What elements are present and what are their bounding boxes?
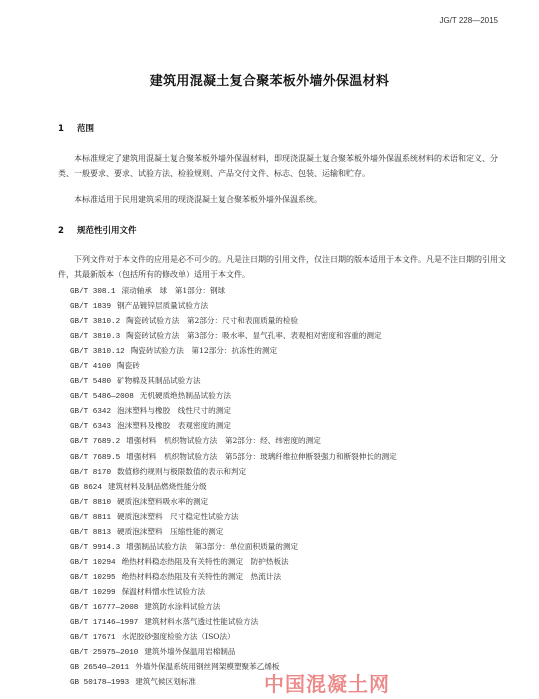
reference-item (70, 328, 510, 343)
reference-title: 绝热材料稳态热阻及有关特性的测定 热流计法 (121, 571, 282, 581)
reference-title: 硬质泡沫塑料 压缩性能的测定 (117, 526, 224, 536)
scope-paragraph-1: 本标准规定了建筑用混凝土复合聚苯板外墙外保温材料，即现浇混凝土复合聚苯板外墙外保温系统材料的术语和定义、分类、一般要求、要求、试验方法、检验规则、产品交付文件、标志、包装、运输和贮存。 (58, 154, 498, 178)
reference-title: 陶瓷砖 (117, 361, 140, 371)
reference-code: GB/T 5486—2008 (70, 393, 134, 402)
reference-title: 泡沫塑料及橡胶 表观密度的测定 (117, 421, 231, 431)
reference-title: 建筑材料水蒸气透过性能试验方法 (144, 617, 259, 627)
reference-title: 增强材料 机织物试验方法 第2部分：经、纬密度的测定 (126, 436, 321, 446)
reference-code: GB/T 6342 (70, 408, 112, 417)
reference-item (70, 403, 510, 418)
reference-item (70, 629, 510, 644)
document-title: 建筑用混凝土复合聚苯板外墙外保温材料 (149, 74, 390, 89)
reference-code: GB/T 10299 (70, 588, 116, 597)
section-2-title: 规范性引用文件 (76, 226, 137, 236)
reference-title: 钢产品镀锌层质量试验方法 (117, 301, 209, 311)
reference-title: 泡沫塑料与橡胶 线性尺寸的测定 (117, 406, 231, 416)
reference-code: GB/T 16777—2008 (70, 603, 139, 612)
reference-title: 硬质泡沫塑料吸水率的测定 (117, 496, 209, 506)
reference-title: 硬质泡沫塑料 尺寸稳定性试验方法 (117, 511, 239, 521)
reference-item (70, 283, 510, 298)
reference-item (70, 644, 510, 659)
reference-code: GB/T 3810.2 (70, 318, 121, 327)
reference-title: 建筑材料及制品燃烧性能分级 (107, 481, 207, 491)
reference-code: GB/T 8170 (70, 468, 112, 477)
reference-item (70, 433, 510, 448)
reference-code: GB/T 8813 (70, 528, 112, 537)
reference-title: 外墙外保温系统用钢丝网架模塑聚苯乙烯板 (135, 662, 280, 672)
reference-item (70, 298, 510, 313)
reference-title: 增强材料 机织物试验方法 第5部分：玻璃纤维拉伸断裂强力和断裂伸长的测定 (126, 451, 397, 461)
reference-item (70, 388, 510, 403)
reference-item (70, 524, 510, 539)
reference-code: GB/T 7689.5 (70, 453, 121, 462)
scope-paragraph-2: 本标准适用于民用建筑采用的现浇混凝土复合聚苯板外墙外保温系统。 (74, 195, 322, 204)
reference-code: GB/T 8811 (70, 513, 112, 522)
references-intro: 下列文件对于本文件的应用是必不可少的。凡是注日期的引用文件，仅注日期的版本适用于本文件。凡是不注日期的引用文件，其最新版本（包括所有的修改单）适用于本文件。 (58, 255, 506, 279)
reference-item (70, 313, 510, 328)
reference-title: 数值修约规则与极限数值的表示和判定 (117, 466, 247, 476)
reference-code: GB 50178—1993 (70, 679, 130, 688)
reference-code: GB/T 4100 (70, 363, 112, 372)
reference-code: GB/T 10295 (70, 573, 116, 582)
reference-code: GB/T 8810 (70, 498, 112, 507)
reference-code: GB/T 10294 (70, 558, 116, 567)
reference-item (70, 509, 510, 524)
reference-code: GB/T 17671 (70, 634, 116, 643)
section-1-number: 1 (58, 124, 64, 134)
reference-code: GB 8624 (70, 483, 102, 492)
reference-code: GB/T 7689.2 (70, 438, 121, 447)
reference-item (70, 418, 510, 433)
reference-item (70, 464, 510, 479)
reference-title: 建筑气候区划标准 (135, 677, 196, 687)
reference-title: 滚动轴承 球 第1部分：钢球 (121, 286, 226, 295)
reference-code: GB/T 6343 (70, 423, 112, 432)
reference-code: GB/T 9914.3 (70, 543, 121, 552)
reference-item (70, 479, 510, 494)
reference-code: GB/T 25975—2010 (70, 649, 139, 658)
reference-code: GB 26540—2011 (70, 664, 130, 673)
reference-item (70, 554, 510, 569)
reference-code: GB/T 3810.3 (70, 333, 121, 342)
reference-title: 无机硬质绝热制品试验方法 (139, 391, 231, 401)
reference-title: 陶瓷砖试验方法 第2部分：尺寸和表面质量的检验 (126, 316, 299, 326)
reference-title: 水泥胶砂强度检验方法（ISO法） (121, 632, 235, 642)
section-2-number: 2 (58, 226, 64, 236)
reference-item (70, 584, 510, 599)
reference-code: GB/T 1839 (70, 303, 112, 312)
reference-list (70, 283, 510, 689)
reference-title: 矿物棉及其制品试验方法 (117, 376, 201, 386)
reference-item (70, 569, 510, 584)
reference-item (70, 358, 510, 373)
section-2-heading (58, 224, 136, 236)
reference-title: 保温材料憎水性试验方法 (121, 586, 206, 596)
reference-item (70, 449, 510, 464)
section-1-heading (58, 122, 94, 134)
reference-title: 绝热材料稳态热阻及有关特性的测定 防护热板法 (121, 556, 289, 566)
reference-code: GB/T 3810.12 (70, 348, 125, 357)
reference-item (70, 373, 510, 388)
reference-title: 陶瓷砖试验方法 第12部分：抗冻性的测定 (130, 346, 278, 356)
reference-code: GB/T 308.1 (70, 288, 116, 296)
reference-item (70, 539, 510, 554)
reference-title: 陶瓷砖试验方法 第3部分：吸水率、显气孔率、表观相对密度和容重的测定 (126, 331, 382, 341)
reference-item (70, 343, 510, 358)
document-code: JG/T 228—2015 (439, 16, 498, 25)
reference-code: GB/T 17146—1997 (70, 619, 139, 628)
reference-code: GB/T 5480 (70, 378, 112, 387)
reference-item (70, 614, 510, 629)
reference-title: 建筑外墙外保温用岩棉制品 (144, 647, 236, 657)
reference-title: 建筑防水涂料试验方法 (144, 601, 221, 611)
reference-item (70, 599, 510, 614)
reference-item (70, 494, 510, 509)
watermark: 中国混凝土网 (264, 672, 390, 696)
section-1-title: 范围 (76, 124, 94, 134)
reference-title: 增强制品试验方法 第3部分：单位面积质量的测定 (126, 541, 299, 551)
